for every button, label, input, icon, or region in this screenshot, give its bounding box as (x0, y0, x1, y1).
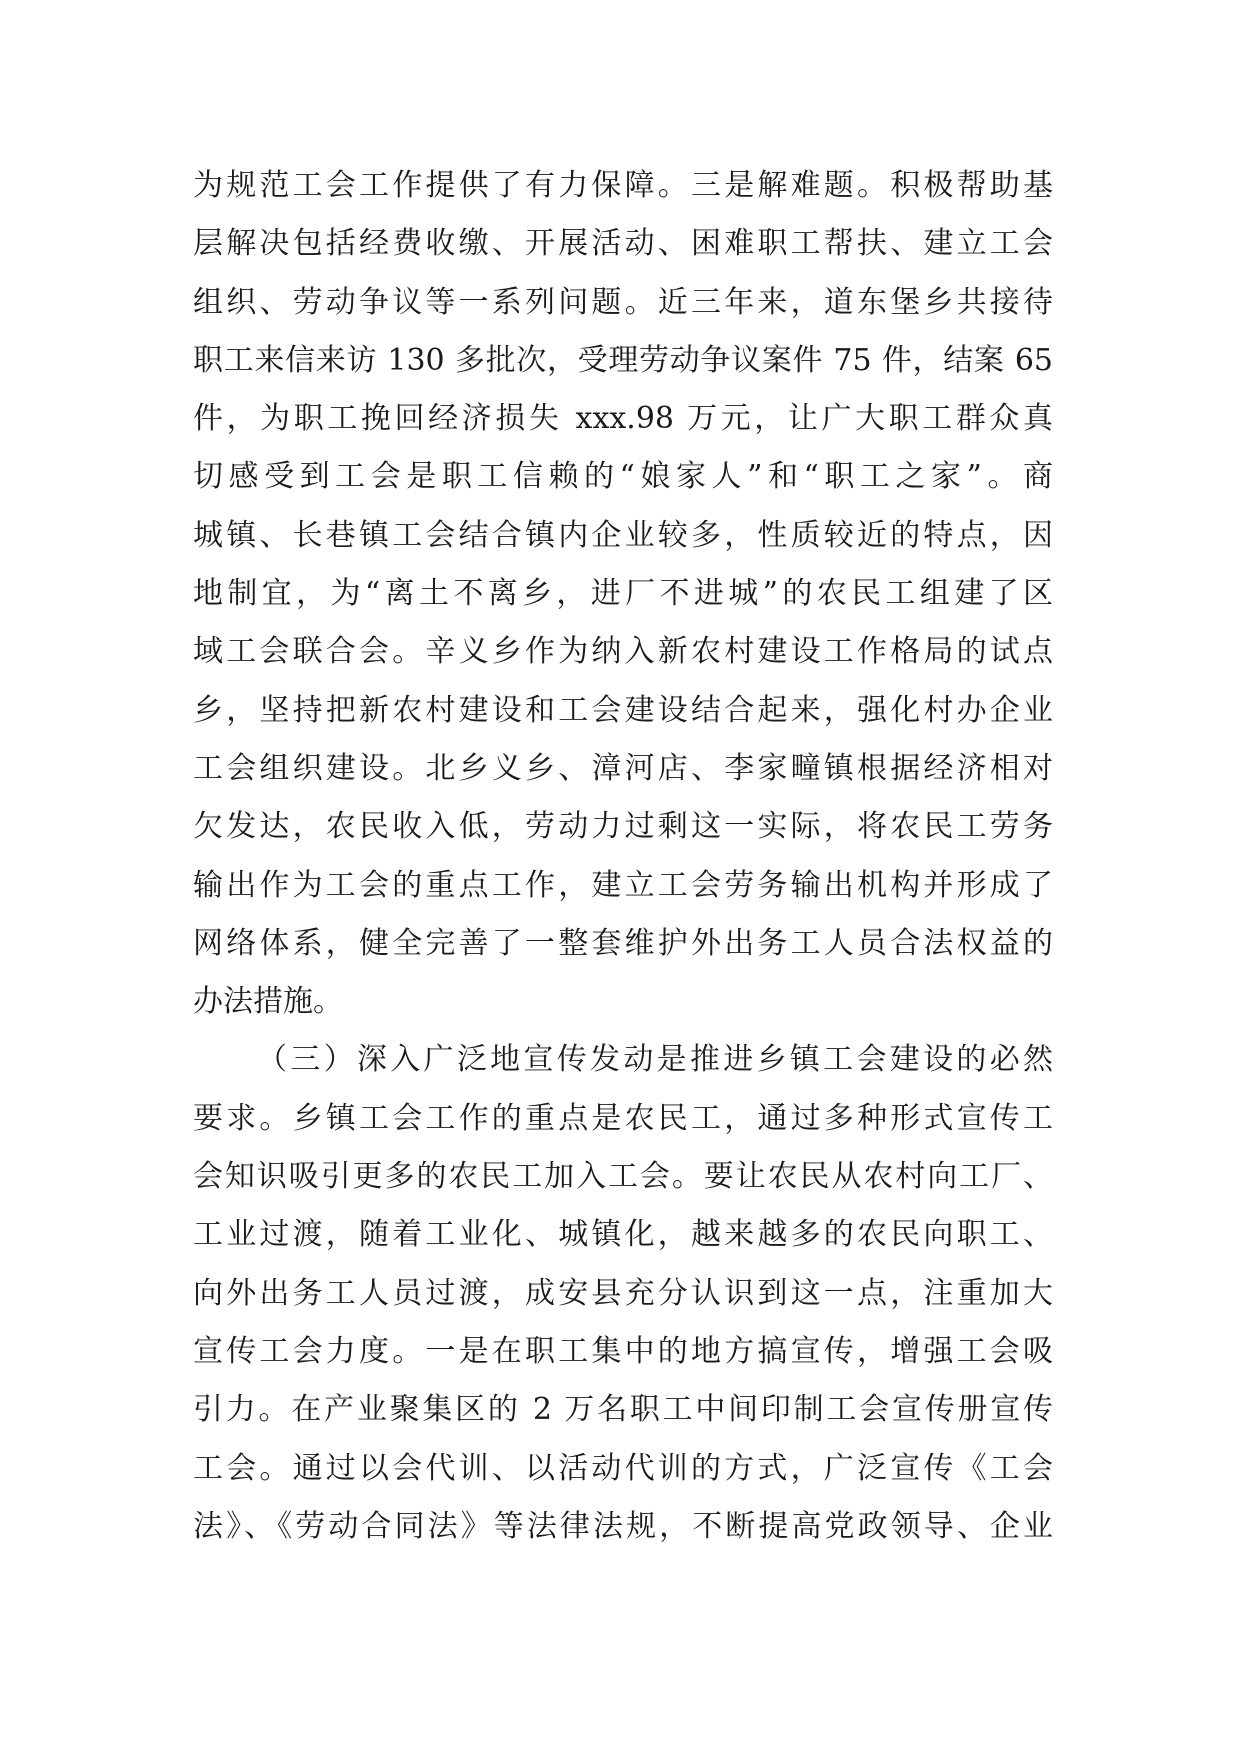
text-line: 件，为职工挽回经济损失 xxx.98 万元，让广大职工群众真 (193, 401, 1053, 437)
text-line: 域工会联合会。辛义乡作为纳入新农村建设工作格局的试点 (193, 634, 1053, 670)
text-line: 乡，坚持把新农村建设和工会建设结合起来，强化村办企业 (193, 692, 1053, 728)
text-line: 组织、劳动争议等一系列问题。近三年来，道东堡乡共接待 (193, 284, 1053, 320)
text-line: 法》、《劳动合同法》等法律法规，不断提高党政领导、企业 (193, 1508, 1053, 1544)
section-heading-line: （三）深入广泛地宣传发动是推进乡镇工会建设的必然 (257, 1042, 1053, 1078)
text-line: 层解决包括经费收缴、开展活动、困难职工帮扶、建立工会 (193, 226, 1053, 262)
text-line: 输出作为工会的重点工作，建立工会劳务输出机构并形成了 (193, 867, 1053, 903)
text-line: 工业过渡，随着工业化、城镇化，越来越多的农民向职工、 (193, 1217, 1053, 1253)
text-line: 欠发达，农民收入低，劳动力过剩这一实际，将农民工劳务 (193, 809, 1053, 845)
text-line: 网络体系，健全完善了一整套维护外出务工人员合法权益的 (193, 925, 1053, 961)
text-line: 城镇、长巷镇工会结合镇内企业较多，性质较近的特点，因 (193, 517, 1053, 553)
text-line: 会知识吸引更多的农民工加入工会。要让农民从农村向工厂、 (193, 1159, 1053, 1195)
text-line: 切感受到工会是职工信赖的“娘家人”和“职工之家”。商 (193, 459, 1053, 495)
text-line: 工会组织建设。北乡义乡、漳河店、李家疃镇根据经济相对 (193, 750, 1053, 786)
text-line: 引力。在产业聚集区的 2 万名职工中间印制工会宣传册宣传 (193, 1392, 1053, 1428)
text-line: 地制宜，为“离土不离乡，进厂不进城”的农民工组建了区 (193, 576, 1053, 612)
text-line: 为规范工会工作提供了有力保障。三是解难题。积极帮助基 (193, 168, 1053, 203)
text-line: 职工来信来访 130 多批次，受理劳动争议案件 75 件，结案 65 (193, 342, 1053, 378)
text-line: 向外出务工人员过渡，成安县充分认识到这一点，注重加大 (193, 1275, 1053, 1311)
paragraph-end-line: 办法措施。 (193, 984, 343, 1020)
body-text (193, 157, 1053, 1556)
text-line: 宣传工会力度。一是在职工集中的地方搞宣传，增强工会吸 (193, 1333, 1053, 1369)
text-line: 工会。通过以会代训、以活动代训的方式，广泛宣传《工会 (193, 1450, 1053, 1486)
text-line: 要求。乡镇工会工作的重点是农民工，通过多种形式宣传工 (193, 1100, 1053, 1136)
